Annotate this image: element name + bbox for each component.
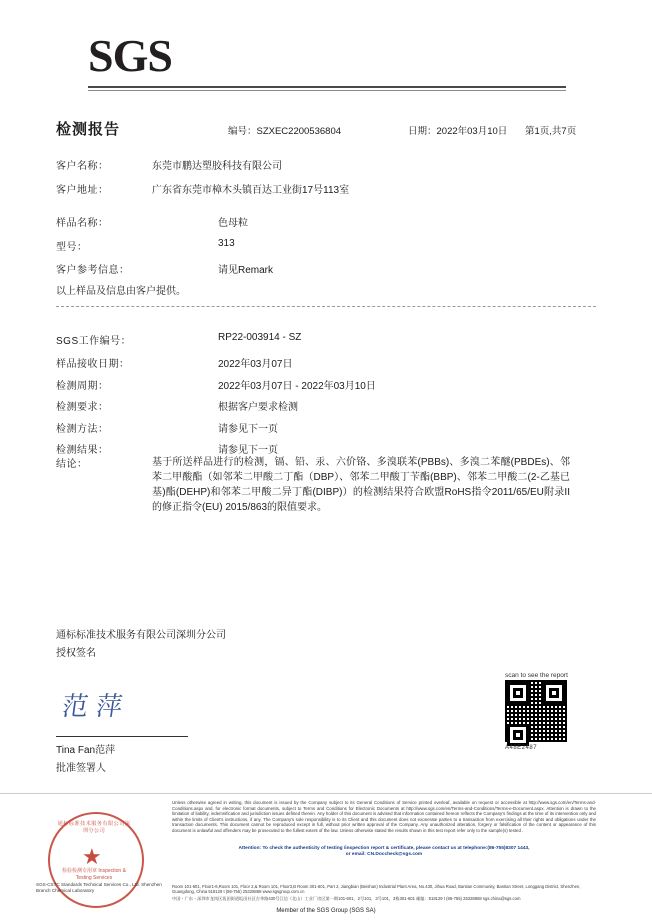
sgs-logo-text: SGS [88, 30, 172, 81]
page-title: 检测报告 [56, 121, 121, 138]
received-date-label: 样品接收日期： [56, 359, 130, 370]
signing-company: 通标标准技术服务有限公司深圳分公司 [56, 630, 226, 641]
footer-address-en: Room 101-601, Floor1-6,Room 101, Floor 2,& Room 101, Floor3,B Room 301-601, Part 2, Jiangbian (Beishan) Industrial Plant Area, No.430, Jihua Road, Bantian Community, Bantian Street, Longgang District, Shenzhen, Guangdong, China 518129 t (86-755) 25328868 www.sgsgroup.com.cn [172, 884, 581, 895]
sample-name-value: 色母粒 [218, 218, 248, 229]
customer-name-label: 客户名称： [56, 161, 109, 172]
sample-name-label: 样品名称： [56, 218, 109, 229]
customer-address-value: 广东省东莞市樟木头镇百达工业街17号113室 [152, 185, 350, 196]
signer-role: 批准签署人 [56, 763, 106, 774]
signer-name: Tina Fan范萍 [56, 745, 116, 756]
job-number-value: RP22-003914 - SZ [218, 332, 302, 343]
stamp-star-icon: ★ [82, 844, 102, 869]
section-divider [56, 306, 596, 307]
stamp-middle-text: 检验检测专用章 Inspection & Testing Services [62, 868, 126, 881]
footer-attention [172, 846, 596, 858]
authorized-signature-label: 授权签名 [56, 648, 96, 659]
sample-model-value: 313 [218, 238, 235, 249]
conclusion-label: 结论： [56, 459, 88, 470]
test-method-label: 检测方法： [56, 424, 109, 435]
signature-rule [56, 736, 188, 737]
test-requirement-label: 检测要求： [56, 402, 109, 413]
footer-member: Member of the SGS Group (SGS SA) [276, 908, 376, 914]
test-period-label: 检测周期： [56, 381, 109, 392]
received-date-value: 2022年03月07日 [218, 359, 293, 370]
footer-attention-line1: Attention: To check the authenticity of testing /inspection report & certificate, please contact us at telephone:(86-755)8307 1443, [238, 846, 530, 851]
qr-caption: scan to see the report [505, 672, 568, 679]
stamp-top-text: 通标标准技术服务有限公司深圳分公司 [57, 821, 131, 834]
customer-address-label: 客户地址： [56, 185, 109, 196]
job-number-label: SGS工作编号： [56, 336, 132, 347]
sample-reference-value: 请见Remark [218, 265, 274, 276]
footer-terms: Unless otherwise agreed in writing, this document is issued by the Company subject to its General Conditions of Service printed overleaf, available on request or accessible at http://www.sgs.com/en/Terms-and-Conditions.aspx and, for electronic format documents, subject to Terms and Conditions for Electronic Documents at http://www.sgs.com/en/Terms-and-Conditions/Terms-e-Document.aspx. Attention is drawn to the limitation of liability, indemnification and jurisdiction issues defined therein. Any holder of this document is advised that information contained hereon reflects the Company's findings at the time of its intervention only and within the limits of Client's instructions, if any. The Company's sole responsibility is to its Client and this document does not exonerate parties to a transaction from exercising all their rights and obligations under the transaction documents. This document cannot be reproduced except in full, without prior written approval of the Company. Any unauthorized alteration, forgery or falsification of the content or appearance of this document is unlawful and offenders may be prosecuted to the fullest extent of the law. Unless otherwise stated the results shown in this test report refer only to the sample(s) tested . [172, 800, 596, 833]
footer-address-cn: 中国・广东・深圳市龙岗区坂田街道坂田社区吉华路430号江边（北山）工业厂房区第一期101-601，2号101，3号101，3栋301-601 邮编：518129 t (86-755) 25328868 sgs.china@sgs.com [172, 896, 521, 901]
page-indicator: 第1页,共7页 [525, 126, 577, 137]
header-divider-thin [88, 90, 566, 91]
test-result-label: 检测结果： [56, 445, 109, 456]
footer-attention-line2: or email: CN.Doccheck@sgs.com [345, 852, 423, 857]
test-result-value: 请参见下一页 [218, 445, 278, 456]
sgs-logo [88, 30, 198, 81]
sample-model-label: 型号： [56, 242, 88, 253]
conclusion-text: 基于所送样品进行的检测，镉、铅、汞、六价铬、多溴联苯(PBBs)、多溴二苯醚(PBDEs)、邻苯二甲酸酯（如邻苯二甲酸二丁酯（DBP）、邻苯二甲酸丁苄酯(BBP)、邻苯二甲酸二(2-乙基已基)酯(DEHP)和邻苯二甲酸二异丁酯(DIBP)）的检测结果符合欧盟RoHS指令2011/65/EU附录II的修正指令(EU) 2015/863的限值要求。 [152, 457, 570, 513]
handwritten-signature: 范萍 [60, 692, 133, 721]
test-method-value: 请参见下一页 [218, 424, 278, 435]
test-requirement-value: 根据客户要求检测 [218, 402, 298, 413]
header-divider [88, 86, 566, 88]
test-period-value: 2022年03月07日 - 2022年03月10日 [218, 381, 376, 392]
qr-identifier: A48E2487 [505, 745, 538, 751]
lab-caption: SGS-CSTC Standards Technical Services Co., Ltd. Shenzhen Branch Chemical Laboratory [36, 882, 162, 893]
report-date: 日期：2022年03月10日 [408, 126, 508, 137]
qr-corner-icon [507, 724, 529, 746]
report-number: 编号：SZXEC2200536804 [228, 126, 342, 137]
sample-reference-label: 客户参考信息： [56, 265, 130, 276]
footer-divider [0, 793, 652, 794]
sample-note: 以上样品及信息由客户提供。 [56, 286, 186, 297]
customer-name-value: 东莞市鹏达塑胶科技有限公司 [152, 161, 282, 172]
